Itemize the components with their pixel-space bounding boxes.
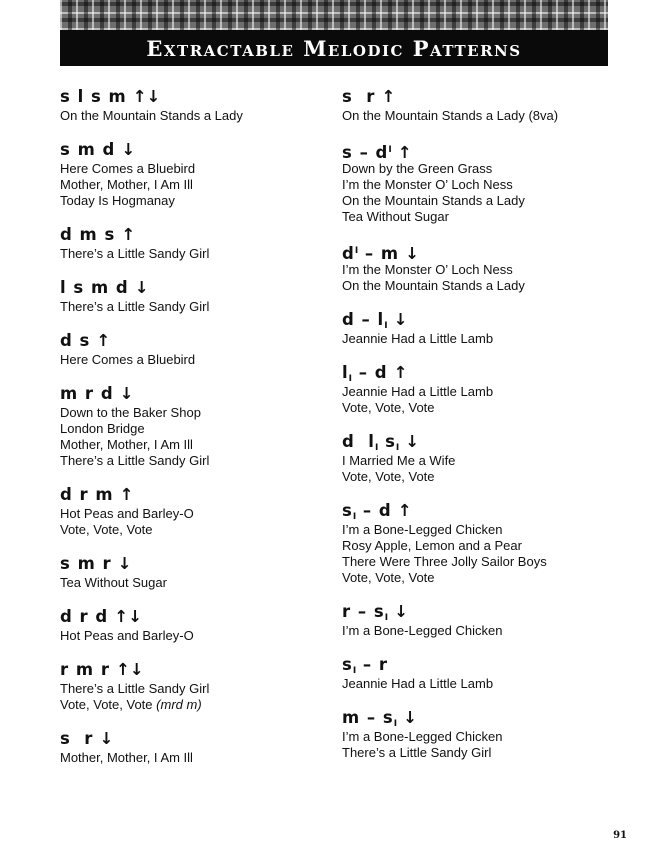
pattern-block — [60, 484, 328, 538]
solfege-part: s r — [60, 729, 94, 748]
solfege-part: s l s m — [60, 87, 127, 106]
solfege-part: d — [342, 244, 355, 263]
solfege-part: d r m — [60, 485, 114, 504]
plaid-header-band — [60, 0, 608, 30]
solfege-part: – r — [356, 655, 389, 674]
solfege-part: I — [374, 443, 379, 453]
song-title — [60, 697, 328, 713]
pattern-block — [60, 139, 328, 209]
pattern-syllables — [342, 601, 610, 623]
song-name: On the Mountain Stands a Lady (8va) — [342, 108, 559, 123]
pattern-block — [60, 659, 328, 713]
song-name: Vote, Vote, Vote — [342, 570, 435, 585]
song-name: Hot Peas and Barley-O — [60, 628, 194, 643]
song-name: I Married Me a Wife — [342, 453, 456, 468]
song-name: Mother, Mother, I Am Ill — [60, 750, 193, 765]
direction-arrow-icon: ↓ — [121, 140, 136, 159]
direction-arrow-icon: ↑ — [381, 87, 396, 106]
song-name: I’m a Bone-Legged Chicken — [342, 729, 503, 744]
direction-arrow-icon: ↓ — [134, 278, 149, 297]
solfege-part: s m r — [60, 554, 112, 573]
song-name: Down to the Baker Shop — [60, 405, 201, 420]
pattern-syllables — [60, 659, 328, 681]
song-title — [60, 108, 328, 124]
song-title — [342, 469, 610, 485]
pattern-block — [342, 707, 610, 761]
song-title — [60, 177, 328, 193]
solfege-part: l s m d — [60, 278, 129, 297]
song-title — [60, 453, 328, 469]
pattern-syllables — [342, 362, 610, 384]
pattern-syllables — [60, 224, 328, 246]
song-title — [342, 676, 610, 692]
pattern-block — [60, 728, 328, 766]
solfege-part: – d — [352, 363, 388, 382]
song-title — [60, 421, 328, 437]
solfege-part: s m d — [60, 140, 116, 159]
song-title — [342, 262, 610, 278]
song-title — [342, 209, 610, 225]
direction-arrow-icon: ↑ — [393, 363, 408, 382]
solfege-part: s — [378, 432, 396, 451]
song-name: Mother, Mother, I Am Ill — [60, 437, 193, 452]
song-title — [342, 400, 610, 416]
song-name: There’s a Little Sandy Girl — [60, 453, 210, 468]
direction-arrow-icon: ↓ — [405, 244, 419, 263]
pattern-syllables — [342, 654, 610, 676]
pattern-block — [60, 553, 328, 591]
song-name: Jeannie Had a Little Lamb — [342, 331, 494, 346]
song-title — [342, 745, 610, 761]
song-name: Rosy Apple, Lemon and a Pear — [342, 538, 522, 553]
pattern-block — [342, 654, 610, 692]
pattern-block — [60, 606, 328, 644]
song-title — [60, 681, 328, 697]
song-name: There Were Three Jolly Sailor Boys — [342, 554, 547, 569]
song-title — [60, 161, 328, 177]
solfege-part: – d — [356, 501, 392, 520]
song-name: Here Comes a Bluebird — [60, 161, 196, 176]
solfege-part: r – s — [342, 602, 385, 621]
song-note: (mrd m) — [156, 697, 202, 712]
song-name: Here Comes a Bluebird — [60, 352, 196, 367]
pattern-syllables — [60, 86, 328, 108]
pattern-syllables — [60, 484, 328, 506]
song-title — [342, 177, 610, 193]
song-title — [342, 554, 610, 570]
pattern-syllables — [60, 553, 328, 575]
song-title — [60, 575, 328, 591]
pattern-syllables — [60, 383, 328, 405]
song-title — [60, 506, 328, 522]
song-name: Vote, Vote, Vote — [342, 400, 435, 415]
song-title — [342, 193, 610, 209]
pattern-block — [342, 431, 610, 485]
song-title — [342, 570, 610, 586]
song-title — [60, 246, 328, 262]
pattern-block — [60, 224, 328, 262]
song-name: I’m a Bone-Legged Chicken — [342, 623, 503, 638]
pattern-syllables — [60, 330, 328, 352]
pattern-block — [342, 500, 610, 586]
song-name: I’m the Monster O’ Loch Ness — [342, 262, 513, 277]
pattern-block — [60, 383, 328, 469]
direction-arrow-icon: ↑ — [397, 501, 412, 520]
solfege-part: s — [342, 655, 353, 674]
song-name: There’s a Little Sandy Girl — [60, 299, 210, 314]
song-name: On the Mountain Stands a Lady — [342, 278, 525, 293]
pattern-syllables — [60, 728, 328, 750]
direction-arrow-icon: ↓ — [117, 554, 132, 573]
song-title — [60, 437, 328, 453]
song-name: I’m a Bone-Legged Chicken — [342, 522, 503, 537]
pattern-block — [342, 309, 610, 347]
pattern-syllables — [342, 240, 610, 262]
song-name: There’s a Little Sandy Girl — [60, 246, 210, 261]
solfege-part: s – d — [342, 143, 389, 162]
direction-arrow-icon: ↓ — [394, 602, 408, 621]
solfege-part: – m — [358, 244, 400, 263]
song-title — [342, 278, 610, 294]
song-name: London Bridge — [60, 421, 145, 436]
song-name: Hot Peas and Barley-O — [60, 506, 194, 521]
pattern-block — [342, 601, 610, 639]
solfege-part: m – s — [342, 708, 394, 727]
pattern-syllables — [342, 139, 610, 161]
song-name: Mother, Mother, I Am Ill — [60, 177, 193, 192]
song-title — [342, 161, 610, 177]
direction-arrow-icon: ↓ — [119, 384, 134, 403]
direction-arrow-icon: ↓ — [393, 310, 408, 329]
song-name: Vote, Vote, Vote — [60, 522, 153, 537]
pattern-block — [342, 240, 610, 294]
song-title — [60, 522, 328, 538]
solfege-part: d s — [60, 331, 91, 350]
song-name: Down by the Green Grass — [342, 161, 493, 176]
solfege-part: m r d — [60, 384, 114, 403]
left-column — [60, 86, 328, 781]
song-name: There’s a Little Sandy Girl — [60, 681, 210, 696]
song-title — [342, 108, 610, 124]
song-name: Today Is Hogmanay — [60, 193, 175, 208]
direction-arrow-icon: ↑ — [119, 485, 134, 504]
pattern-syllables — [342, 431, 610, 453]
pattern-syllables — [342, 309, 610, 331]
pattern-syllables — [342, 707, 610, 729]
pattern-block — [342, 86, 610, 124]
song-title — [60, 193, 328, 209]
solfege-part: d – l — [342, 310, 385, 329]
solfege-part: d m s — [60, 225, 116, 244]
song-title — [342, 729, 610, 745]
song-title — [342, 538, 610, 554]
solfege-part: I — [348, 374, 353, 384]
song-title — [60, 750, 328, 766]
direction-arrow-icon: ↑↓ — [132, 87, 161, 106]
solfege-part: l — [342, 363, 349, 382]
solfege-part: d r d — [60, 607, 109, 626]
pattern-syllables — [60, 606, 328, 628]
song-title — [342, 331, 610, 347]
pattern-syllables — [60, 139, 328, 161]
pattern-syllables — [342, 500, 610, 522]
solfege-part: d l — [342, 432, 375, 451]
song-name: Vote, Vote, Vote — [342, 469, 435, 484]
song-title — [60, 405, 328, 421]
song-title — [60, 628, 328, 644]
solfege-part: I — [395, 443, 400, 453]
song-name: Tea Without Sugar — [60, 575, 167, 590]
direction-arrow-icon: ↑ — [96, 331, 111, 350]
song-name: Tea Without Sugar — [342, 209, 449, 224]
song-name: On the Mountain Stands a Lady — [342, 193, 525, 208]
direction-arrow-icon: ↑↓ — [114, 607, 142, 626]
solfege-part: I — [354, 246, 359, 256]
solfege-part: I — [384, 613, 389, 623]
song-title — [342, 522, 610, 538]
song-name: There’s a Little Sandy Girl — [342, 745, 492, 760]
song-name: On the Mountain Stands a Lady — [60, 108, 243, 123]
direction-arrow-icon: ↓ — [403, 708, 417, 727]
pattern-block — [60, 277, 328, 315]
song-name: Jeannie Had a Little Lamb — [342, 384, 494, 399]
pattern-block — [60, 86, 328, 124]
pattern-syllables — [60, 277, 328, 299]
solfege-part: I — [388, 145, 392, 155]
song-title — [342, 453, 610, 469]
solfege-part: I — [393, 719, 398, 729]
song-name: I’m the Monster O’ Loch Ness — [342, 177, 513, 192]
page-title: Extractable Melodic Patterns — [60, 30, 608, 66]
direction-arrow-icon: ↑ — [121, 225, 136, 244]
direction-arrow-icon: ↑↓ — [115, 660, 144, 679]
direction-arrow-icon: ↓ — [99, 729, 114, 748]
pattern-block — [60, 330, 328, 368]
solfege-part: I — [352, 512, 357, 522]
song-name: Vote, Vote, Vote — [60, 697, 153, 712]
pattern-block — [342, 139, 610, 225]
solfege-part: I — [352, 666, 357, 676]
pattern-syllables — [342, 86, 610, 108]
solfege-part: s — [342, 501, 353, 520]
direction-arrow-icon: ↓ — [405, 432, 420, 451]
song-title — [342, 384, 610, 400]
direction-arrow-icon: ↑ — [397, 143, 412, 162]
song-title — [60, 299, 328, 315]
song-title — [342, 623, 610, 639]
pattern-block — [342, 362, 610, 416]
solfege-part: r m r — [60, 660, 110, 679]
song-name: Jeannie Had a Little Lamb — [342, 676, 494, 691]
page-number: 91 — [613, 830, 627, 841]
song-title — [60, 352, 328, 368]
solfege-part: I — [384, 321, 388, 331]
solfege-part: s r — [342, 87, 376, 106]
right-column — [342, 86, 610, 776]
